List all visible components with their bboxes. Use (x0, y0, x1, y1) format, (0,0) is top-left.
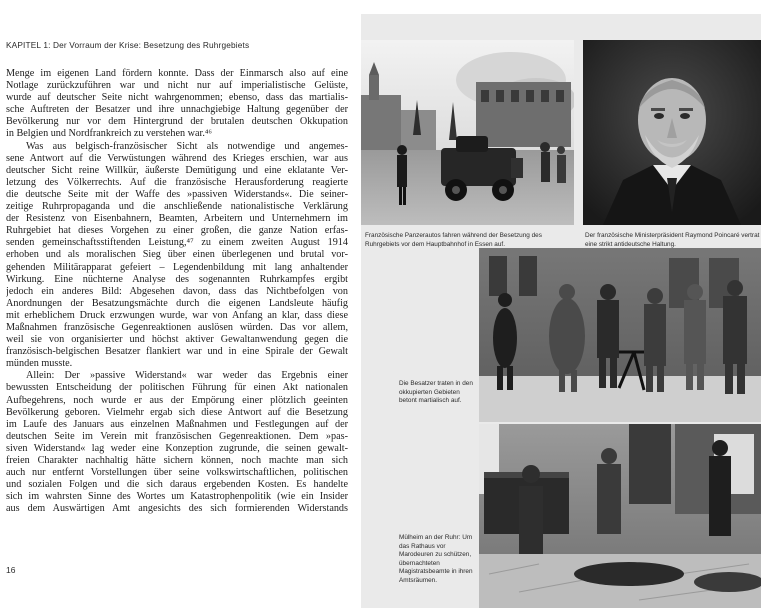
text-line: erhoben und als moralischen Sieg über einen überlegenen und brutal vor- (6, 249, 348, 261)
text-line: weil sie von organisierter und höchst aktiver Gewaltanwendung gegen die (6, 334, 348, 346)
text-line: senden gemeinschaftsstiftenden Leistung,⁴⁷ zu einem zweiten August 1914 (6, 237, 348, 249)
text-line: der Resistenz von Eisenbahnern, Beamten, Arbeitern und Unternehmern im (6, 213, 348, 225)
text-line: münden musste. (6, 358, 73, 370)
left-page (0, 0, 360, 608)
text-line: Bevölkerung geboren. Vielmehr ergab sich diese Antwort auf die Besetzung (6, 406, 348, 418)
text-line: französisch-belgischen Besatzer flankiert war und in eine Spirale der Gewalt (6, 346, 348, 358)
text-line: freien Charakter nachhaltig hätte sichern können, noch machte man sich (6, 455, 348, 466)
text-line: deutschen Seite im Verein mit französischen Gegenreaktionen. Dem »pas- (6, 430, 348, 442)
text-line: in Belgien und Nordfrankreich zu verstehen war.⁴⁶ (6, 128, 212, 140)
text-line: zeitige Ruhrpropaganda und die anschließende nationalistische Verklärung (6, 201, 348, 213)
text-line: Was aus belgisch-französischer Sicht als notwendige und angemes- (26, 140, 348, 152)
photo-armored-cars (361, 40, 574, 225)
text-line: Anordnungen der Besatzungsmächte durch die eigenen Landsleute häufig (6, 297, 348, 309)
caption-armored-cars: Französische Panzerautos fahren während der Besetzung des Ruhrgebiets vor dem Hauptbahnhof in Essen auf. (365, 232, 542, 248)
text-line: aus dem Auswärtigen Amt angesichts des sich formierenden Widerstands (6, 503, 348, 515)
text-line: siven Widerstand« lag weder eine Konzeption zugrunde, die seinen gewalt- (6, 442, 348, 454)
text-line: sene Antwort auf die Verwüstungen während des Krieges erschien, war aus (6, 152, 348, 164)
text-line: und sozialen Folgen und die sich daraus ergebenden Kosten. Es handelte (6, 479, 348, 491)
right-page (361, 14, 761, 608)
caption-occupiers: Die Besatzer traten in den okkupierten Gebieten betont martialisch auf. (399, 380, 473, 405)
body-text (6, 68, 348, 515)
caption-poincare: Der französische Ministerpräsident Raymond Poincaré vertrat eine strikt antideutsche Haltung. (585, 232, 760, 248)
text-line: Ruhrgebiet hat dieses Vorgehen zu einer großen, die ganze Nation erfas- (6, 225, 348, 237)
text-line: Maßnahmen französische Gegenreaktionen auslösen würden. Das vor allem, (6, 321, 348, 333)
text-line: deutscher Sicht reine Willkür, äußerste Demütigung und eine eklatante Ver- (6, 164, 348, 176)
text-line: Allein: Der »passive Widerstand« war weder das Ergebnis einer (26, 370, 348, 382)
text-line: sche Auftreten der Besatzer und ihre unnachgiebige Haltung gegenüber der (6, 104, 348, 116)
text-line: Notlage zurückzuführen war und nicht nur auf imperialistische Gelüste, (6, 80, 348, 92)
text-line: Menge im eigenen Land fördern konnte. Dass der Einmarsch also auf eine (6, 68, 348, 79)
photo-muelheim-townhall (479, 424, 761, 608)
text-line: Bevölkerung nur vor dem Hintergrund der brutalen deutschen Okkupation (6, 116, 348, 128)
running-head: KAPITEL 1: Der Vorraum der Krise: Besetzung des Ruhrgebiets (6, 40, 250, 50)
caption-muelheim: Mülheim an der Ruhr: Um das Rathaus vor Marodeuren zu schützen, übernachteten Magistratsbeamte in ihren Amtsräumen. (399, 534, 473, 584)
text-line: gehenden Militärapparat gefeiert – Legendenbildung mit lang anhaltender (6, 261, 348, 273)
text-line: jedoch ein anderes Bild: Abgesehen davon, dass das Nichtbefolgen von (6, 285, 348, 297)
text-line: sich im wahrsten Sinne des Wortes um Katastrophenpolitik (wie ein Insider (6, 491, 348, 503)
text-line: wurde auf deutscher Seite nicht wahrgenommen; ebenso, dass das martialis- (6, 92, 348, 104)
text-line: bewussten Entscheidung der politischen Führung für einen Akt nationalen (6, 382, 348, 394)
text-line: Aufbegehrens, noch wurde er aus der Empörung einer plötzlich geeinten (6, 394, 348, 406)
photo-poincare-portrait (583, 40, 761, 225)
text-line: die deutsche Seite mit der Waffe des »passiven Widerstands«. Die seiner- (6, 188, 348, 200)
photo-occupiers (479, 248, 761, 422)
text-line: letzung des Völkerrechts. Auf die französische Herausforderung reagierte (6, 176, 348, 188)
text-line: im Laufe des Januars aus einzelnen Maßnahmen und Festlegungen auf der (6, 418, 348, 430)
text-line: mit erheblichem Druck erzwungen wurde, war von Anfang an klar, dass diese (6, 309, 348, 321)
text-line: Wirkung. Eine nüchterne Analyse des sogenannten Ruhrkampfes ergibt (6, 273, 348, 285)
text-line: auch nur entfernt Vorstellungen über seine volkswirtschaftlichen, politischen (6, 467, 348, 479)
page-number: 16 (6, 565, 16, 575)
